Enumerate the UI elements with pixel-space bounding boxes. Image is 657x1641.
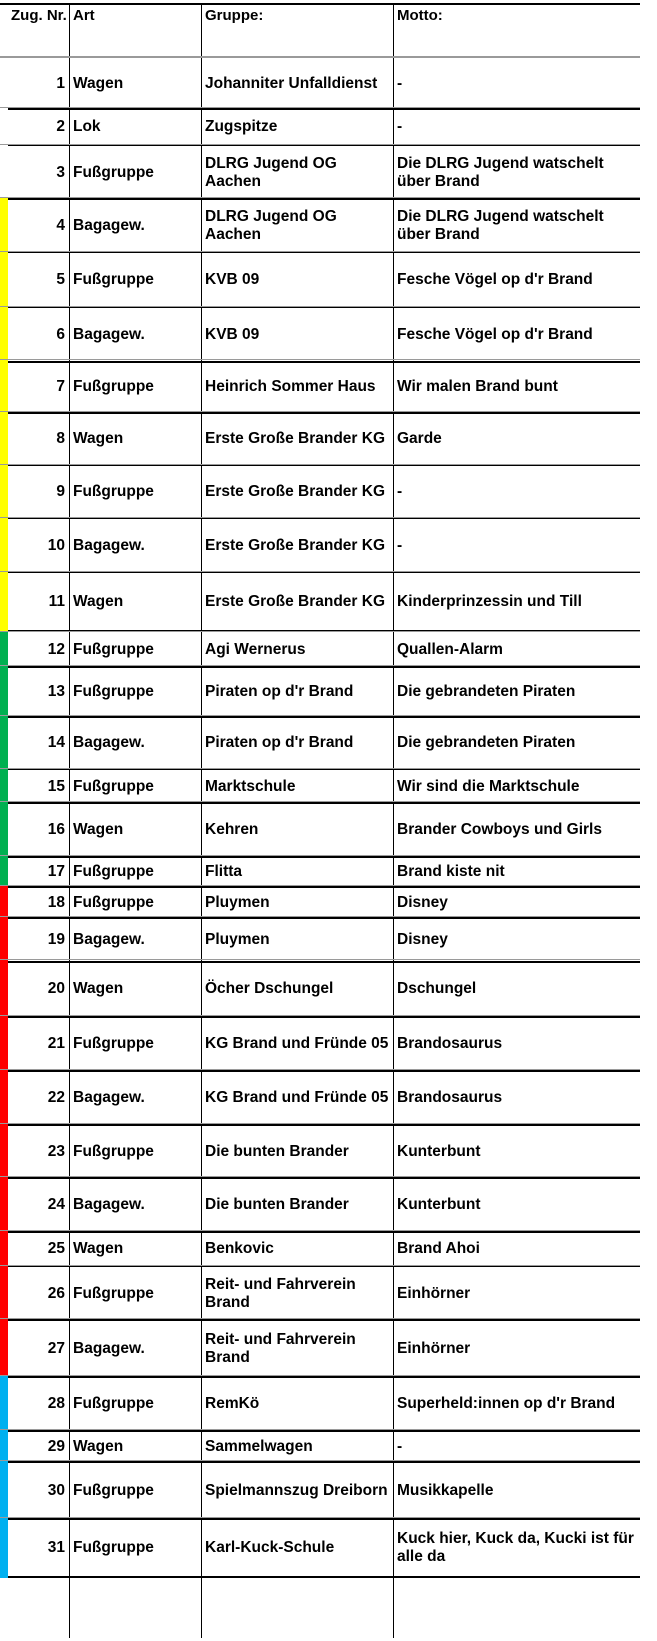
cell-nr: 16 <box>47 821 65 838</box>
cell-gruppe: KG Brand und Fründe 05 <box>205 1089 389 1106</box>
cell-gruppe: DLRG Jugend OG Aachen <box>205 154 337 190</box>
row-separator <box>0 107 640 108</box>
cell-nr: 14 <box>47 734 65 751</box>
row-bottom-border <box>8 961 640 963</box>
cell-nr: 10 <box>47 536 65 554</box>
cell-gruppe: Öcher Dschungel <box>205 980 334 997</box>
cell-gruppe: Piraten op d'r Brand <box>205 683 354 700</box>
row-bottom-border <box>8 856 640 858</box>
cell-gruppe: RemKö <box>205 1395 260 1412</box>
column-separator <box>201 4 202 1638</box>
row-bottom-border <box>8 1576 640 1578</box>
cell-gruppe: KG Brand und Fründe 05 <box>205 1035 389 1052</box>
row-separator <box>0 715 640 716</box>
cell-nr: 21 <box>47 1035 65 1052</box>
row-separator <box>0 1265 640 1266</box>
cell-gruppe: Zugspitze <box>205 118 278 135</box>
cell-gruppe: Erste Große Brander KG <box>205 536 386 554</box>
cell-art: Fußgruppe <box>73 1395 154 1412</box>
row-bottom-border <box>8 1430 640 1432</box>
header-nr: Zug. Nr. <box>11 7 67 24</box>
cell-gruppe: Die bunten Brander <box>205 1196 349 1213</box>
cell-motto: Dschungel <box>397 980 477 997</box>
table-header-row <box>0 4 640 58</box>
cell-motto: Kinderprinzessin und Till <box>397 593 582 610</box>
row-bottom-border <box>8 1319 640 1321</box>
cell-art: Fußgruppe <box>73 641 154 658</box>
row-separator <box>0 1318 640 1319</box>
cell-art: Fußgruppe <box>73 378 154 395</box>
cell-nr: 19 <box>47 931 65 948</box>
row-separator <box>0 411 640 412</box>
cell-nr: 2 <box>56 118 65 135</box>
cell-gruppe: Benkovic <box>205 1240 274 1257</box>
group-color-bar <box>0 60 8 200</box>
row-separator <box>0 885 640 886</box>
cell-art: Fußgruppe <box>73 1142 154 1160</box>
cell-art: Bagagew. <box>73 216 145 234</box>
row-bottom-border <box>8 1124 640 1126</box>
cell-gruppe: Sammelwagen <box>205 1437 313 1455</box>
cell-nr: 30 <box>47 1481 65 1499</box>
cell-gruppe: Marktschule <box>205 777 296 795</box>
cell-art: Bagagew. <box>73 1089 145 1106</box>
group-color-bar <box>0 632 8 888</box>
cell-gruppe: Flitta <box>205 863 243 880</box>
cell-motto: Die gebrandeten Piraten <box>397 734 576 751</box>
cell-gruppe: KVB 09 <box>205 271 260 288</box>
cell-nr: 25 <box>47 1240 65 1257</box>
cell-motto: - <box>397 75 403 92</box>
cell-art: Fußgruppe <box>73 163 154 181</box>
cell-nr: 15 <box>47 777 65 795</box>
cell-nr: 17 <box>47 863 65 880</box>
cell-nr: 6 <box>56 326 65 343</box>
header-art: Art <box>73 7 95 24</box>
cell-nr: 26 <box>47 1284 65 1302</box>
cell-motto: Fesche Vögel op d'r Brand <box>397 271 593 288</box>
cell-motto: Superheld:innen op d'r Brand <box>397 1395 616 1412</box>
cell-art: Fußgruppe <box>73 893 154 911</box>
column-separator <box>393 4 394 1638</box>
cell-gruppe: Heinrich Sommer Haus <box>205 378 376 395</box>
row-bottom-border <box>8 1177 640 1179</box>
cell-art: Bagagew. <box>73 1339 145 1357</box>
row-separator <box>0 144 640 145</box>
cell-nr: 9 <box>56 483 65 500</box>
row-bottom-border <box>8 917 640 919</box>
cell-motto: Wir sind die Marktschule <box>397 777 580 795</box>
cell-motto: Brandosaurus <box>397 1035 503 1052</box>
cell-art: Wagen <box>73 430 124 447</box>
row-bottom-border <box>8 198 640 200</box>
cell-gruppe: Die bunten Brander <box>205 1142 349 1160</box>
row-separator <box>0 251 640 252</box>
cell-gruppe: Agi Wernerus <box>205 641 306 658</box>
row-bottom-border <box>8 1376 640 1378</box>
row-separator <box>0 631 640 632</box>
cell-motto: Die DLRG Jugend watschelt über Brand <box>397 207 604 243</box>
column-separator <box>69 4 70 1638</box>
row-bottom-border <box>8 412 640 414</box>
cell-nr: 3 <box>56 163 65 181</box>
cell-motto: - <box>397 118 403 135</box>
group-color-bar <box>0 198 8 632</box>
cell-nr: 20 <box>47 980 65 997</box>
cell-motto: Einhörner <box>397 1284 471 1302</box>
row-separator <box>0 517 640 518</box>
cell-gruppe: Spielmannszug Dreiborn <box>205 1481 388 1499</box>
cell-art: Fußgruppe <box>73 777 154 795</box>
cell-art: Fußgruppe <box>73 483 154 500</box>
cell-art: Lok <box>73 118 101 135</box>
row-separator <box>0 1176 640 1177</box>
cell-art: Wagen <box>73 1437 124 1455</box>
cell-gruppe: Pluymen <box>205 893 270 911</box>
cell-motto: - <box>397 483 403 500</box>
cell-motto: Musikkapelle <box>397 1481 494 1499</box>
cell-nr: 23 <box>47 1142 65 1160</box>
row-separator <box>0 768 640 769</box>
row-separator <box>0 1460 640 1461</box>
cell-gruppe: Johanniter Unfalldienst <box>205 75 378 92</box>
row-separator <box>0 1517 640 1518</box>
cell-nr: 31 <box>47 1539 65 1556</box>
row-bottom-border <box>8 1231 640 1233</box>
cell-art: Bagagew. <box>73 1196 145 1213</box>
cell-motto: Die DLRG Jugend watschelt über Brand <box>397 154 604 190</box>
cell-motto: Quallen-Alarm <box>397 641 503 658</box>
cell-art: Wagen <box>73 980 124 997</box>
cell-gruppe: Erste Große Brander KG <box>205 593 386 610</box>
cell-motto: Die gebrandeten Piraten <box>397 683 576 700</box>
cell-art: Bagagew. <box>73 326 145 343</box>
row-bottom-border <box>8 1016 640 1018</box>
cell-gruppe: Reit- und Fahrverein Brand <box>205 1330 356 1366</box>
cell-nr: 28 <box>47 1395 65 1412</box>
row-separator <box>0 959 640 960</box>
cell-nr: 18 <box>47 893 65 911</box>
row-bottom-border <box>8 886 640 888</box>
row-separator <box>0 665 640 666</box>
cell-nr: 29 <box>47 1437 65 1455</box>
header-motto: Motto: <box>397 7 443 24</box>
cell-art: Wagen <box>73 593 124 610</box>
row-separator <box>0 1429 640 1430</box>
row-separator <box>0 1015 640 1016</box>
row-separator <box>0 197 640 198</box>
cell-gruppe: Piraten op d'r Brand <box>205 734 354 751</box>
cell-motto: Fesche Vögel op d'r Brand <box>397 326 593 343</box>
cell-art: Fußgruppe <box>73 1284 154 1302</box>
row-separator <box>0 801 640 802</box>
cell-art: Wagen <box>73 1240 124 1257</box>
group-color-bar <box>0 1376 8 1578</box>
row-bottom-border <box>8 716 640 718</box>
cell-nr: 1 <box>56 75 65 92</box>
cell-gruppe: DLRG Jugend OG Aachen <box>205 207 337 243</box>
row-separator <box>0 855 640 856</box>
cell-motto: Brandosaurus <box>397 1089 503 1106</box>
cell-motto: Disney <box>397 931 448 948</box>
cell-nr: 24 <box>47 1196 65 1213</box>
row-bottom-border <box>8 1461 640 1463</box>
cell-nr: 12 <box>47 641 65 658</box>
row-bottom-border <box>8 361 640 363</box>
cell-motto: Einhörner <box>397 1339 471 1357</box>
row-separator <box>0 306 640 307</box>
cell-gruppe: Reit- und Fahrverein Brand <box>205 1275 356 1311</box>
cell-art: Bagagew. <box>73 734 145 751</box>
row-separator <box>0 464 640 465</box>
row-separator <box>0 916 640 917</box>
cell-art: Fußgruppe <box>73 1035 154 1052</box>
cell-art: Fußgruppe <box>73 863 154 880</box>
cell-art: Bagagew. <box>73 536 145 554</box>
row-separator <box>0 571 640 572</box>
row-bottom-border <box>8 1518 640 1520</box>
cell-nr: 27 <box>47 1339 65 1357</box>
cell-motto: Kuck hier, Kuck da, Kucki ist für alle da <box>397 1530 634 1565</box>
row-separator <box>0 359 640 360</box>
cell-art: Bagagew. <box>73 931 145 948</box>
cell-gruppe: Erste Große Brander KG <box>205 430 386 447</box>
row-bottom-border <box>8 666 640 668</box>
cell-motto: Disney <box>397 893 448 911</box>
cell-gruppe: Erste Große Brander KG <box>205 483 386 500</box>
cell-motto: Garde <box>397 430 442 447</box>
cell-gruppe: Pluymen <box>205 931 270 948</box>
cell-nr: 7 <box>56 378 65 395</box>
cell-motto: - <box>397 536 403 554</box>
row-separator <box>0 1069 640 1070</box>
cell-motto: Wir malen Brand bunt <box>397 378 558 395</box>
row-separator <box>0 1375 640 1376</box>
row-separator <box>0 1123 640 1124</box>
cell-motto: Kunterbunt <box>397 1142 481 1160</box>
cell-art: Fußgruppe <box>73 683 154 700</box>
cell-motto: Brander Cowboys und Girls <box>397 821 602 838</box>
cell-nr: 13 <box>47 683 65 700</box>
cell-nr: 22 <box>47 1089 65 1106</box>
cell-nr: 11 <box>48 593 65 610</box>
cell-art: Fußgruppe <box>73 1481 154 1499</box>
cell-art: Wagen <box>73 75 124 92</box>
header-gruppe: Gruppe: <box>205 7 264 24</box>
row-separator <box>0 57 640 58</box>
cell-nr: 5 <box>56 271 65 288</box>
cell-motto: - <box>397 1437 403 1455</box>
cell-motto: Kunterbunt <box>397 1196 481 1213</box>
row-bottom-border <box>8 802 640 804</box>
cell-art: Fußgruppe <box>73 1539 154 1556</box>
cell-motto: Brand kiste nit <box>397 863 505 880</box>
cell-motto: Brand Ahoi <box>397 1240 480 1257</box>
row-bottom-border <box>8 108 640 110</box>
cell-gruppe: KVB 09 <box>205 326 260 343</box>
cell-art: Wagen <box>73 821 124 838</box>
cell-gruppe: Karl-Kuck-Schule <box>205 1539 335 1556</box>
cell-art: Fußgruppe <box>73 271 154 288</box>
cell-nr: 4 <box>56 216 65 234</box>
cell-nr: 8 <box>56 430 65 447</box>
row-bottom-border <box>8 1070 640 1072</box>
row-separator <box>0 1230 640 1231</box>
cell-gruppe: Kehren <box>205 821 259 838</box>
